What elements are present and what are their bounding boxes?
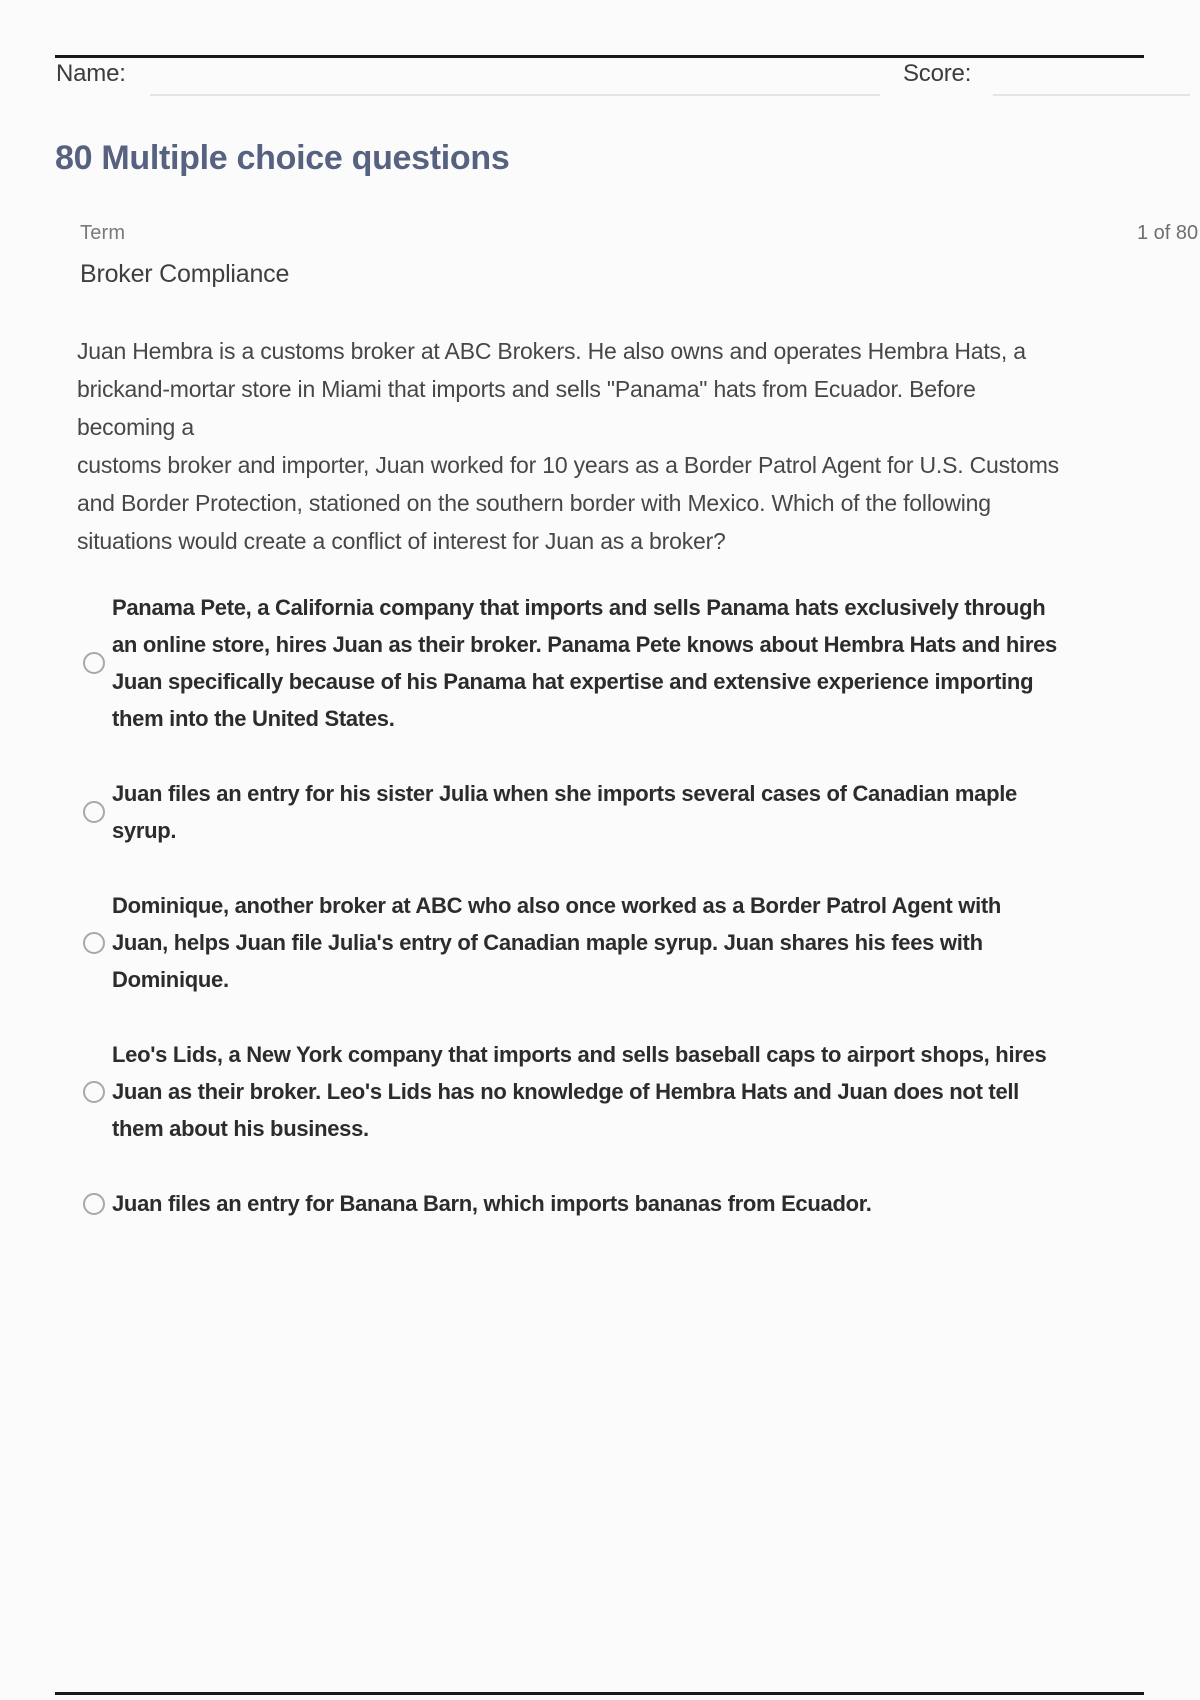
option-text-line: Juan files an entry for Banana Barn, which imports bananas from Ecuador. <box>112 1191 872 1216</box>
option-text-line: Panama Pete, a California company that imports and sells Panama hats exclusively through <box>112 595 1046 620</box>
radio-button[interactable] <box>83 652 105 674</box>
question-text-line: and Border Protection, stationed on the southern border with Mexico. Which of the following <box>77 490 991 516</box>
question-meta <box>80 222 1199 248</box>
term-value: Broker Compliance <box>80 260 290 288</box>
term-label: Term <box>80 222 126 244</box>
option-text-line: Juan files an entry for his sister Julia when she imports several cases of Canadian maple <box>112 781 1017 806</box>
score-field[interactable] <box>993 94 1190 96</box>
options-list <box>83 589 1180 1222</box>
option-text-line: Juan as their broker. Leo's Lids has no knowledge of Hembra Hats and Juan does not tell <box>112 1079 1019 1104</box>
option-text-line: them about his business. <box>112 1116 369 1141</box>
option-text <box>112 1185 872 1222</box>
radio-button[interactable] <box>83 932 105 954</box>
option-row[interactable] <box>83 589 1180 737</box>
option-text-line: Leo's Lids, a New York company that imports and sells baseball caps to airport shops, hires <box>112 1042 1047 1067</box>
question-text-line: customs broker and importer, Juan worked for 10 years as a Border Patrol Agent for U.S. Customs <box>77 452 1059 478</box>
name-label: Name: <box>56 60 126 87</box>
question-text-line: becoming a <box>77 414 194 440</box>
option-text-line: them into the United States. <box>112 706 395 731</box>
option-text <box>112 589 1057 737</box>
radio-button[interactable] <box>83 1193 105 1215</box>
option-text <box>112 1036 1046 1147</box>
option-text-line: an online store, hires Juan as their broker. Panama Pete knows about Hembra Hats and hires <box>112 632 1057 657</box>
question-text-line: Juan Hembra is a customs broker at ABC Brokers. He also owns and operates Hembra Hats, a <box>77 338 1026 364</box>
question-prompt <box>77 332 1180 560</box>
radio-button[interactable] <box>83 801 105 823</box>
option-text-line: Juan specifically because of his Panama hat expertise and extensive experience importing <box>112 669 1034 694</box>
option-row[interactable] <box>83 1036 1180 1147</box>
question-text-line: situations would create a conflict of interest for Juan as a broker? <box>77 528 726 554</box>
option-row[interactable] <box>83 1185 1180 1222</box>
option-text <box>112 775 1017 849</box>
name-field[interactable] <box>150 94 880 96</box>
question-text-line: brickand-mortar store in Miami that imports and sells "Panama" hats from Ecuador. Before <box>77 376 976 402</box>
test-content <box>55 136 1199 1260</box>
option-row[interactable] <box>83 775 1180 849</box>
option-text-line: Dominique, another broker at ABC who also once worked as a Border Patrol Agent with <box>112 893 1002 918</box>
option-text-line: syrup. <box>112 818 177 843</box>
question-counter: 1 of 80 <box>1137 222 1199 244</box>
page-title: 80 Multiple choice questions <box>55 139 510 177</box>
option-text <box>112 887 1001 998</box>
header-divider <box>55 55 1144 58</box>
option-text-line: Dominique. <box>112 967 229 992</box>
option-text-line: Juan, helps Juan file Julia's entry of Canadian maple syrup. Juan shares his fees with <box>112 930 983 955</box>
option-row[interactable] <box>83 887 1180 998</box>
footer-divider <box>55 1692 1144 1695</box>
radio-button[interactable] <box>83 1081 105 1103</box>
score-label: Score: <box>903 60 972 87</box>
